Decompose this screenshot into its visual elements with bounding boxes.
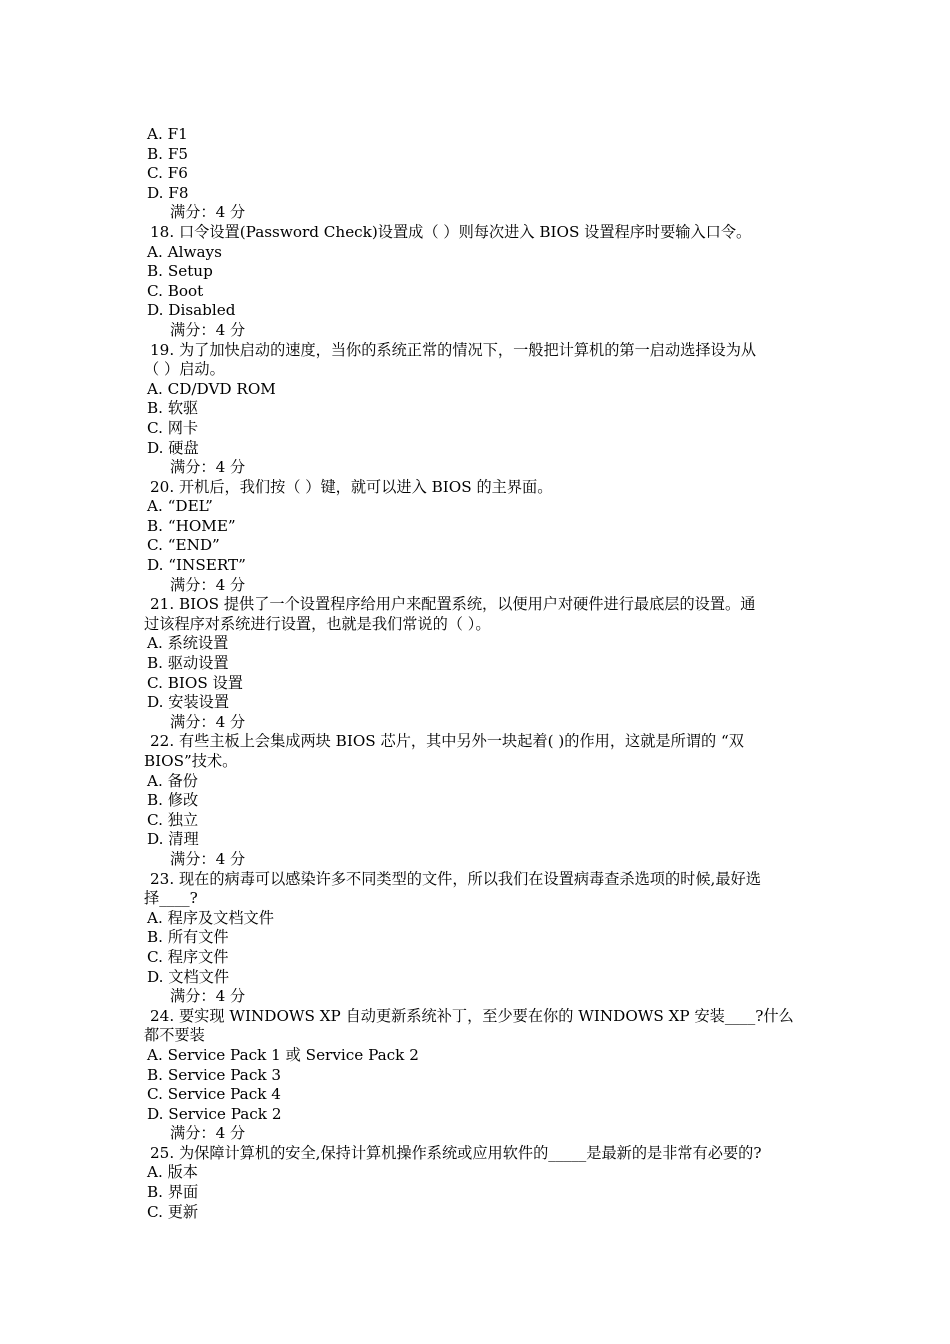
question-text-continued: BIOS”技术。 <box>144 752 238 770</box>
score-label: 满分：4 分 <box>170 203 246 222</box>
score-label: 满分：4 分 <box>170 320 246 339</box>
answer-option: D. Disabled <box>147 301 236 320</box>
answer-option: C. F6 <box>147 164 188 183</box>
answer-option: C. 网卡 <box>147 418 199 437</box>
answer-option: B. F5 <box>147 144 189 163</box>
exam-question-list <box>144 125 829 1222</box>
question-text-continued: （ ）启动。 <box>144 360 225 379</box>
answer-option: C. 程序文件 <box>147 947 229 966</box>
question-text-continued: 过该程序对系统进行设置，也就是我们常说的（ ）。 <box>144 614 491 633</box>
question-text: 20. 开机后，我们按（ ）键，就可以进入 BIOS 的主界面。 <box>150 477 553 496</box>
answer-option: D. Service Pack 2 <box>147 1104 282 1123</box>
answer-option: D. “INSERT” <box>147 556 246 575</box>
score-label: 满分：4 分 <box>170 849 246 868</box>
answer-option: D. 文档文件 <box>147 967 230 986</box>
answer-option: B. 界面 <box>147 1183 199 1202</box>
answer-option: A. Always <box>147 242 222 261</box>
question-text: 25. 为保障计算机的安全,保持计算机操作系统或应用软件的_____是最新的是非常有必要的? <box>150 1143 762 1162</box>
answer-option: B. Setup <box>147 262 213 281</box>
answer-option: C. Boot <box>147 281 204 300</box>
answer-option: A. 备份 <box>147 771 198 790</box>
answer-option: B. 软驱 <box>147 399 199 418</box>
answer-option: B. Service Pack 3 <box>147 1065 282 1084</box>
answer-option: B. “HOME” <box>147 516 236 535</box>
question-text: 24. 要实现 WINDOWS XP 自动更新系统补丁，至少要在你的 WINDOWS XP 安装____?什么 <box>150 1006 794 1025</box>
answer-option: C. BIOS 设置 <box>147 673 243 692</box>
question-text: 22. 有些主板上会集成两块 BIOS 芯片，其中另外一块起着( )的作用，这就是所谓的 “双 <box>150 732 744 751</box>
answer-option: D. F8 <box>147 183 189 202</box>
answer-option: A. CD/DVD ROM <box>147 379 276 398</box>
question-text-continued: 都不要装 <box>144 1026 205 1045</box>
answer-option: B. 驱动设置 <box>147 654 229 673</box>
score-label: 满分：4 分 <box>170 987 246 1006</box>
answer-option: A. Service Pack 1 或 Service Pack 2 <box>147 1045 419 1064</box>
answer-option: B. 所有文件 <box>147 928 229 947</box>
question-text: 18. 口令设置(Password Check)设置成（ ）则每次进入 BIOS 设置程序时要输入口令。 <box>150 222 752 241</box>
answer-option: D. 清理 <box>147 830 199 849</box>
score-label: 满分：4 分 <box>170 575 246 594</box>
score-label: 满分：4 分 <box>170 1124 246 1143</box>
answer-option: D. 安装设置 <box>147 693 230 712</box>
question-text: 21. BIOS 提供了一个设置程序给用户来配置系统，以便用户对硬件进行最底层的设置。通 <box>150 595 756 614</box>
score-label: 满分：4 分 <box>170 458 246 477</box>
question-text: 23. 现在的病毒可以感染许多不同类型的文件，所以我们在设置病毒查杀选项的时候,最好选 <box>150 869 761 888</box>
answer-option: C. Service Pack 4 <box>147 1085 281 1104</box>
answer-option: C. 独立 <box>147 810 199 829</box>
answer-option: A. 版本 <box>147 1163 198 1182</box>
score-label: 满分：4 分 <box>170 712 246 731</box>
answer-option: C. 更新 <box>147 1202 199 1221</box>
answer-option: D. 硬盘 <box>147 438 199 457</box>
answer-option: A. “DEL” <box>147 497 213 516</box>
answer-option: B. 修改 <box>147 791 199 810</box>
answer-option: A. 系统设置 <box>147 634 229 653</box>
answer-option: A. 程序及文档文件 <box>147 908 274 927</box>
question-text-continued: 择____? <box>144 889 198 908</box>
answer-option: C. “END” <box>147 536 220 555</box>
question-text: 19. 为了加快启动的速度，当你的系统正常的情况下，一般把计算机的第一启动选择设为从 <box>150 340 757 359</box>
answer-option: A. F1 <box>147 125 188 143</box>
